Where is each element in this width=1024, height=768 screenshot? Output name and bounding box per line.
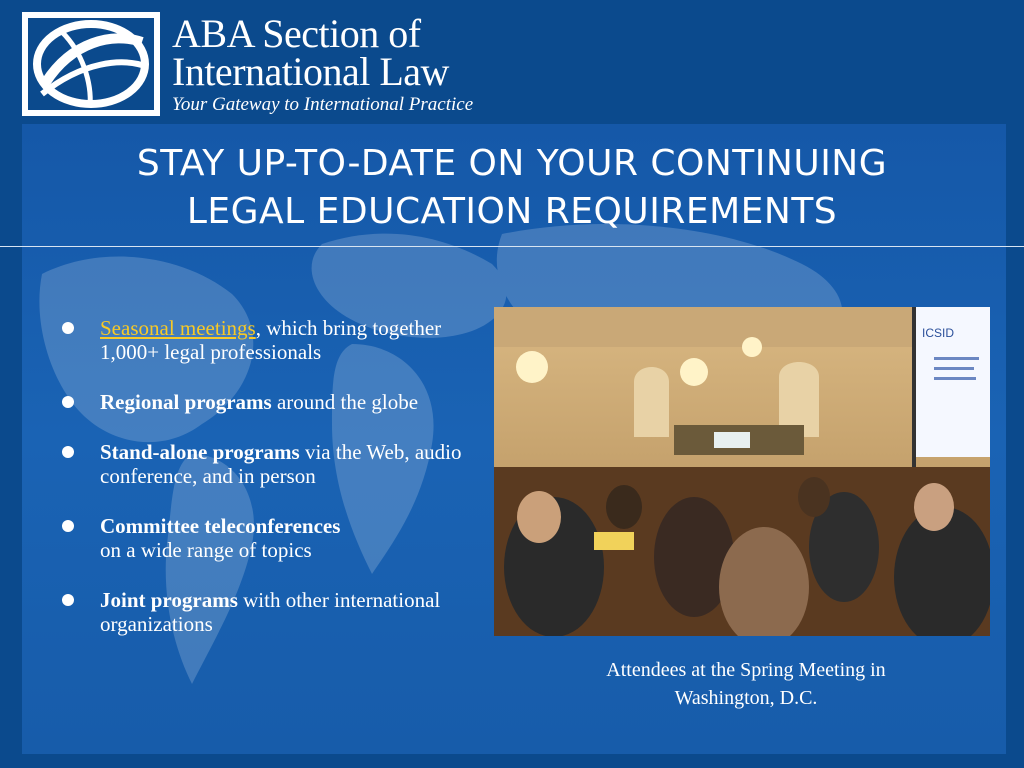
bullet-lead: Joint programs (100, 588, 238, 612)
list-item (62, 390, 492, 414)
logo-title-line2: International Law (172, 49, 449, 94)
bullet-text: with other international organizations (100, 588, 441, 636)
conference-photo (494, 307, 990, 636)
bullet-dot-icon (62, 446, 74, 458)
title-divider (0, 246, 1024, 247)
list-item (62, 316, 492, 364)
list-item (62, 440, 492, 488)
bullet-text: on a wide range of topics (100, 538, 312, 562)
bullet-dot-icon (62, 594, 74, 606)
caption-line1: Attendees at the Spring Meeting in (606, 659, 886, 681)
photo-caption (540, 656, 952, 712)
caption-line2: Washington, D.C. (674, 687, 818, 709)
bullet-list (62, 316, 492, 662)
logo-title-line1: ABA Section of (172, 11, 421, 56)
bullet-dot-icon (62, 520, 74, 532)
bullet-text: , which bring together 1,000+ legal professionals (100, 316, 442, 364)
bullet-dot-icon (62, 396, 74, 408)
screen-text: ICSID (922, 326, 955, 340)
bullet-dot-icon (62, 322, 74, 334)
list-item (62, 514, 492, 562)
aba-logo (22, 12, 160, 116)
bullet-lead: Regional programs (100, 390, 272, 414)
slide-title-line2: LEGAL EDUCATION REQUIREMENTS (186, 191, 838, 232)
globe-emblem-icon (22, 12, 160, 116)
bullet-lead: Stand-alone programs (100, 440, 300, 464)
logo-tagline: Your Gateway to International Practice (172, 94, 474, 115)
bullet-text: via the Web, audio conference, and in person (100, 440, 462, 488)
list-item (62, 588, 492, 636)
seasonal-meetings-link[interactable]: Seasonal meetings (100, 316, 256, 340)
slide-title-line1: STAY UP-TO-DATE ON YOUR CONTINUING (136, 143, 888, 184)
bullet-lead: Committee teleconferences (100, 514, 341, 538)
slide-title (0, 140, 1024, 236)
conference-room-image (494, 307, 990, 636)
bullet-text: around the globe (271, 390, 419, 414)
